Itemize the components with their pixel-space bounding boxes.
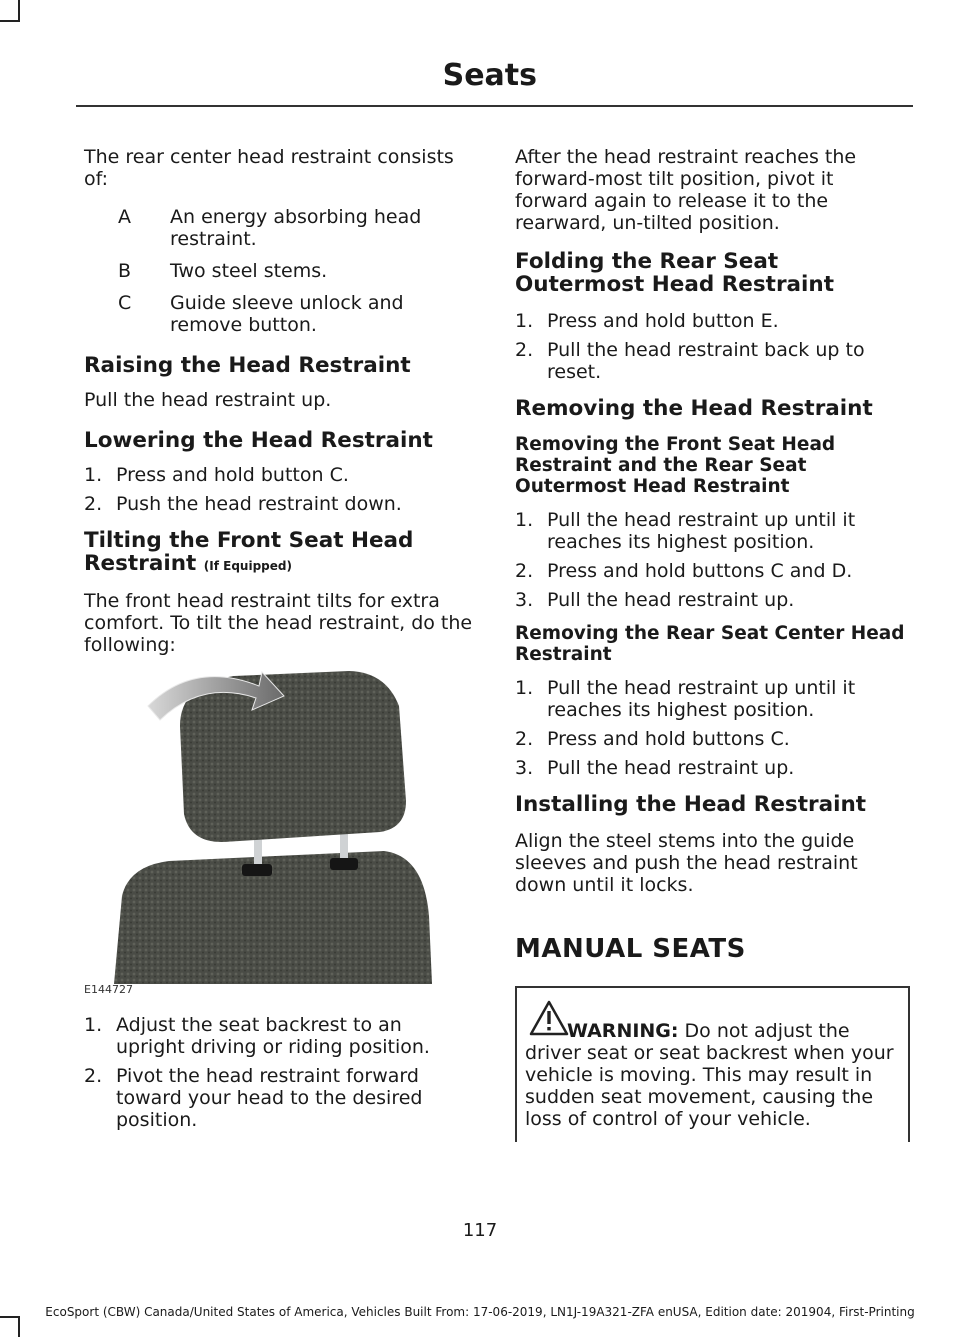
list-item (515, 339, 910, 383)
parts-list-item (84, 292, 476, 336)
left-column (84, 146, 476, 1138)
warning-text (525, 1020, 900, 1130)
step-number: 2. (515, 339, 534, 361)
step-text: Pull the head restraint up. (547, 589, 795, 611)
step-number: 2. (515, 560, 534, 582)
head-restraint-illustration (84, 666, 434, 984)
lowering-steps (84, 464, 476, 515)
crop-mark-top-left-v (18, 0, 20, 22)
header-divider (76, 105, 913, 107)
step-text: Pull the head restraint back up to reset. (547, 339, 865, 383)
raising-heading: Raising the Head Restraint (84, 353, 411, 378)
removing-front-steps (515, 509, 910, 611)
warning-icon (529, 1000, 569, 1036)
step-text: Pull the head restraint up until it reaches its highest position. (547, 509, 856, 553)
folding-heading: Folding the Rear Seat Outermost Head Restraint (515, 249, 835, 297)
step-text: Push the head restraint down. (116, 493, 402, 515)
crop-mark-top-left-h (0, 20, 20, 22)
part-text: Guide sleeve unlock and remove button. (170, 292, 404, 336)
installing-heading: Installing the Head Restraint (515, 792, 867, 817)
step-number: 3. (515, 757, 534, 779)
step-number: 1. (84, 1014, 103, 1036)
tilting-text: The front head restraint tilts for extra comfort. To tilt the head restraint, do the following: (84, 590, 473, 656)
after-tilt-text: After the head restraint reaches the forward-most tilt position, pivot it forward again to release it to the rearward, un-tilted position. (515, 146, 857, 234)
parts-list-item (84, 206, 476, 250)
step-text: Press and hold button E. (547, 310, 779, 332)
list-item (515, 560, 910, 582)
part-text: Two steel stems. (170, 260, 328, 282)
step-number: 1. (515, 310, 534, 332)
list-item (515, 728, 910, 750)
right-column (515, 146, 910, 1142)
guide-sleeve-left (242, 864, 272, 876)
manual-seats-heading: MANUAL SEATS (515, 934, 746, 964)
intro-text: The rear center head restraint consists of: (84, 146, 454, 190)
lowering-heading: Lowering the Head Restraint (84, 428, 433, 453)
part-key: B (118, 260, 132, 282)
removing-front-heading: Removing the Front Seat Head Restraint and the Rear Seat Outermost Head Restraint (515, 434, 836, 497)
step-text: Pivot the head restraint forward toward your head to the desired position. (116, 1065, 423, 1131)
removing-center-heading: Removing the Rear Seat Center Head Restraint (515, 623, 905, 665)
removing-center-steps (515, 677, 910, 779)
seat-back-shape (114, 851, 432, 984)
step-number: 3. (515, 589, 534, 611)
step-number: 1. (84, 464, 103, 486)
tilting-steps (84, 1014, 476, 1131)
step-text: Pull the head restraint up until it reaches its highest position. (547, 677, 856, 721)
warning-body: Do not adjust the driver seat or seat backrest when your vehicle is moving. This may result in sudden seat movement, causing the loss of control of your vehicle. (525, 1020, 894, 1130)
head-restraint-shape (180, 671, 406, 842)
figure-id: E144727 (84, 983, 133, 996)
step-text: Press and hold buttons C. (547, 728, 790, 750)
removing-heading: Removing the Head Restraint (515, 396, 873, 421)
page-number: 117 (462, 1220, 498, 1241)
list-item (84, 464, 476, 486)
installing-text: Align the steel stems into the guide sleeves and push the head restraint down until it locks. (515, 830, 858, 896)
list-item (84, 1014, 476, 1058)
guide-sleeve-right (330, 858, 358, 870)
step-text: Press and hold button C. (116, 464, 349, 486)
head-restraint-figure (84, 666, 434, 996)
list-item (515, 310, 910, 332)
if-equipped-tag: (If Equipped) (203, 559, 292, 573)
step-number: 1. (515, 509, 534, 531)
warning-box (515, 986, 910, 1142)
list-item (84, 493, 476, 515)
raising-text: Pull the head restraint up. (84, 389, 332, 411)
part-key: C (118, 292, 132, 314)
list-item (84, 1065, 476, 1131)
step-number: 1. (515, 677, 534, 699)
step-text: Adjust the seat backrest to an upright driving or riding position. (116, 1014, 430, 1058)
list-item (515, 589, 910, 611)
parts-list (84, 206, 476, 336)
folding-steps (515, 310, 910, 383)
part-key: A (118, 206, 131, 228)
parts-list-item (84, 260, 476, 282)
list-item (515, 509, 910, 553)
page-section-title: Seats (442, 58, 537, 93)
step-number: 2. (515, 728, 534, 750)
tilting-heading-line1: Tilting the Front Seat Head (84, 528, 414, 553)
step-number: 2. (84, 1065, 103, 1087)
crop-mark-bottom-left-v (18, 1316, 20, 1337)
part-text: An energy absorbing head restraint. (170, 206, 422, 250)
list-item (515, 757, 910, 779)
step-text: Press and hold buttons C and D. (547, 560, 853, 582)
list-item (515, 677, 910, 721)
step-number: 2. (84, 493, 103, 515)
tilting-heading (84, 529, 476, 578)
warning-label: WARNING: (567, 1020, 679, 1042)
step-text: Pull the head restraint up. (547, 757, 795, 779)
tilting-heading-line2: Restraint (84, 551, 197, 576)
footer-text: EcoSport (CBW) Canada/United States of America, Vehicles Built From: 17-06-2019, LN1J-19A321-ZFA enUSA, Edition date: 201904, First-Printing (45, 1305, 915, 1319)
